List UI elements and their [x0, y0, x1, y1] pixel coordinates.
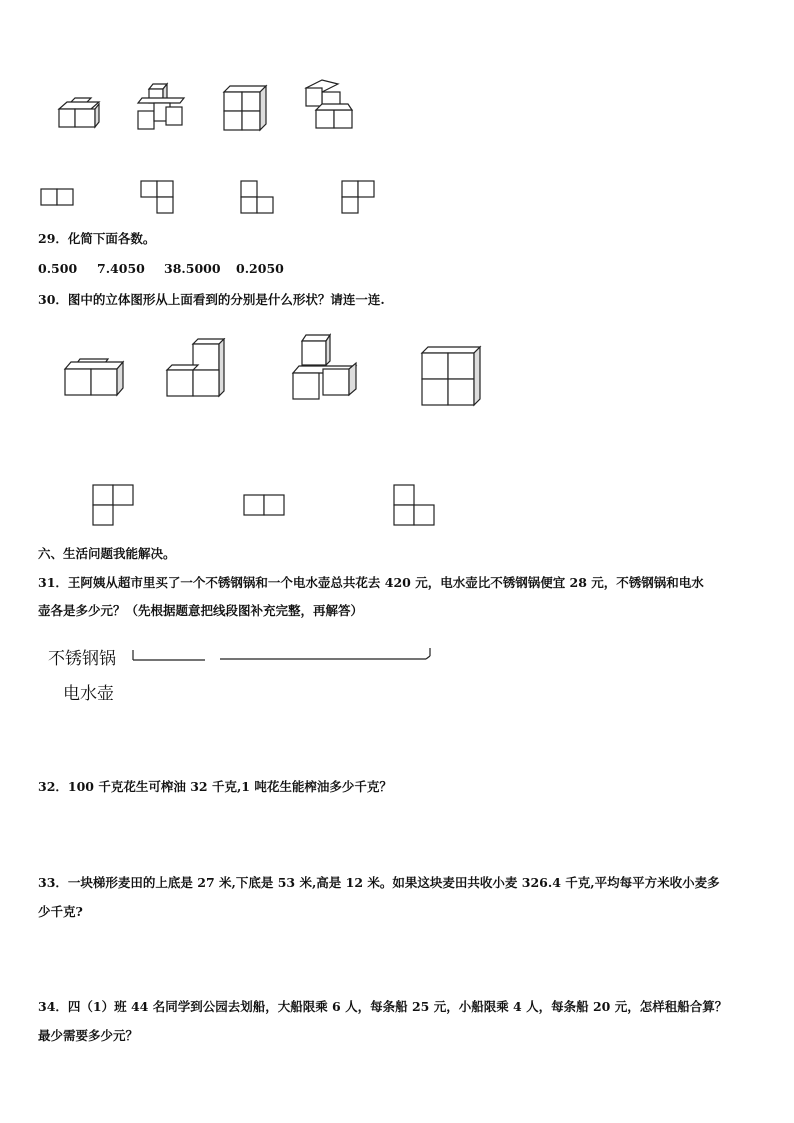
q30-view-shape-1	[92, 484, 138, 528]
number-4: 0.2050	[236, 261, 284, 276]
question-30-title: 30．图中的立体图形从上面看到的分别是什么形状？请连一连.	[38, 292, 385, 307]
top-3d-figure-2	[135, 80, 187, 132]
diagram-label-pot: 不锈钢锅	[48, 649, 116, 669]
question-33-line1: 33．一块梯形麦田的上底是 27 米,下底是 53 米,高是 12 米。如果这块麦田共收小麦 326.4 千克,平均每平方米收小麦多	[38, 875, 720, 890]
q30-view-shape-3	[393, 484, 439, 528]
top-3d-figure-3	[220, 84, 270, 132]
q30-3d-figure-2	[164, 338, 230, 400]
top-view-shape-2	[140, 180, 176, 216]
top-view-shape-3	[240, 180, 276, 216]
question-31-line1: 31．王阿姨从超市里买了一个不锈钢锅和一个电水壶总共花去 420 元，电水壶比不锈钢锅便宜 28 元，不锈钢锅和电水	[38, 575, 704, 590]
segment-diagram-pot	[130, 640, 435, 664]
q30-view-shape-2	[243, 494, 289, 518]
top-3d-figure-4	[300, 78, 356, 132]
question-31-line2: 壶各是多少元？（先根据题意把线段图补充完整，再解答）	[38, 603, 364, 618]
diagram-label-kettle: 电水壶	[63, 684, 114, 704]
question-34-line1: 34．四（1）班 44 名同学到公园去划船，大船限乘 6 人，每条船 25 元，小船限乘 4 人，每条船 20 元，怎样租船合算？	[38, 999, 728, 1014]
number-3: 38.5000	[164, 261, 221, 276]
q30-3d-figure-4	[418, 345, 484, 409]
number-1: 0.500	[38, 261, 78, 276]
question-34-line2: 最少需要多少元？	[38, 1028, 139, 1043]
top-view-shape-4	[341, 180, 377, 216]
question-29-title: 29．化简下面各数。	[38, 231, 156, 246]
q30-3d-figure-3	[290, 333, 360, 403]
question-33-line2: 少千克?	[38, 904, 83, 919]
q30-3d-figure-1	[62, 354, 128, 400]
number-2: 7.4050	[97, 261, 145, 276]
top-view-shape-1	[40, 188, 76, 208]
top-3d-figure-1	[55, 95, 105, 131]
question-32: 32．100 千克花生可榨油 32 千克,1 吨花生能榨油多少千克？	[38, 779, 392, 794]
section-6-heading: 六、生活问题我能解决。	[38, 546, 176, 561]
